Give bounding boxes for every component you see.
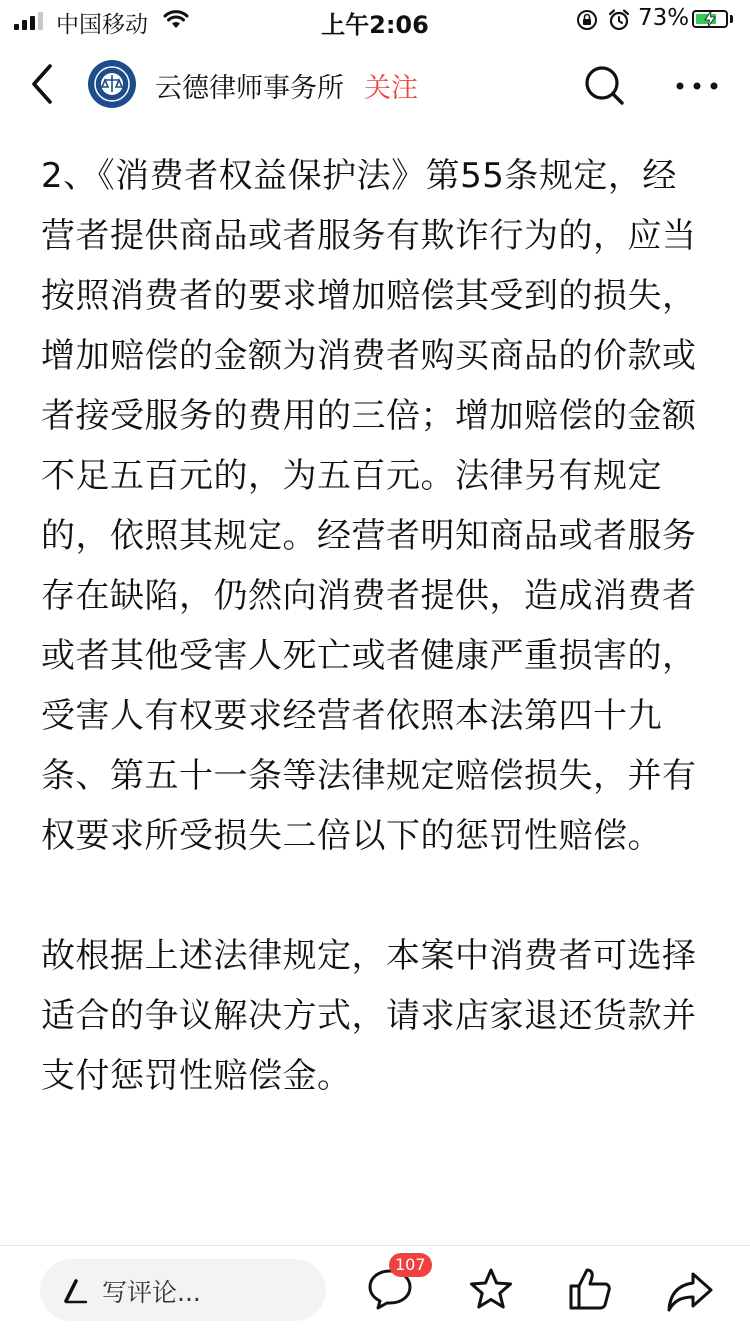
nav-bar [0, 44, 750, 128]
avatar[interactable] [88, 60, 136, 108]
search-icon[interactable] [582, 64, 626, 108]
more-icon[interactable] [672, 64, 722, 108]
chevron-left-icon[interactable] [26, 62, 62, 106]
battery-percent: 73% [638, 5, 690, 31]
comment-count-badge: 107 [389, 1253, 432, 1277]
comment-input[interactable] [40, 1259, 326, 1321]
charging-bolt-icon [704, 11, 716, 27]
law-firm-logo-icon [88, 60, 136, 108]
follow-button[interactable]: 关注 [364, 73, 418, 104]
orientation-lock-icon [576, 9, 598, 31]
article-paragraph: 2、《消费者权益保护法》第55条规定，经营者提供商品或者服务有欺诈行为的，应当按照消费者的要求增加赔偿其受到的损失，增加赔偿的金额为消费者购买商品的价款或者接受服务的费用的三倍；增加赔偿的金额不足五百元的，为五百元。法律另有规定的，依照其规定。经营者明知商品或者服务存在缺陷，仍然向消费者提供，造成消费者或者其他受害人死亡或者健康严重损害的，受害人有权要求经营者依照本法第四十九条、第五十一条等法律规定赔偿损失，并有权要求所受损失二倍以下的惩罚性赔偿。 [41, 156, 697, 856]
battery-tip [730, 15, 733, 23]
thumbs-up-icon[interactable] [565, 1264, 615, 1314]
status-bar [0, 0, 750, 40]
share-icon[interactable] [665, 1268, 715, 1314]
pen-icon [62, 1275, 90, 1305]
star-icon[interactable] [467, 1266, 515, 1314]
status-time: 上午2:06 [321, 11, 429, 39]
bottom-toolbar [0, 1245, 750, 1335]
comment-placeholder: 写评论... [102, 1278, 201, 1307]
battery-icon [692, 10, 728, 28]
alarm-icon [607, 8, 631, 32]
article-paragraph: 故根据上述法律规定，本案中消费者可选择适合的争议解决方式，请求店家退还货款并支付惩罚性赔偿金。 [41, 936, 697, 1096]
account-name[interactable]: 云德律师事务所 [155, 73, 344, 104]
carrier-name: 中国移动 [56, 12, 148, 38]
article-body [41, 146, 711, 1106]
